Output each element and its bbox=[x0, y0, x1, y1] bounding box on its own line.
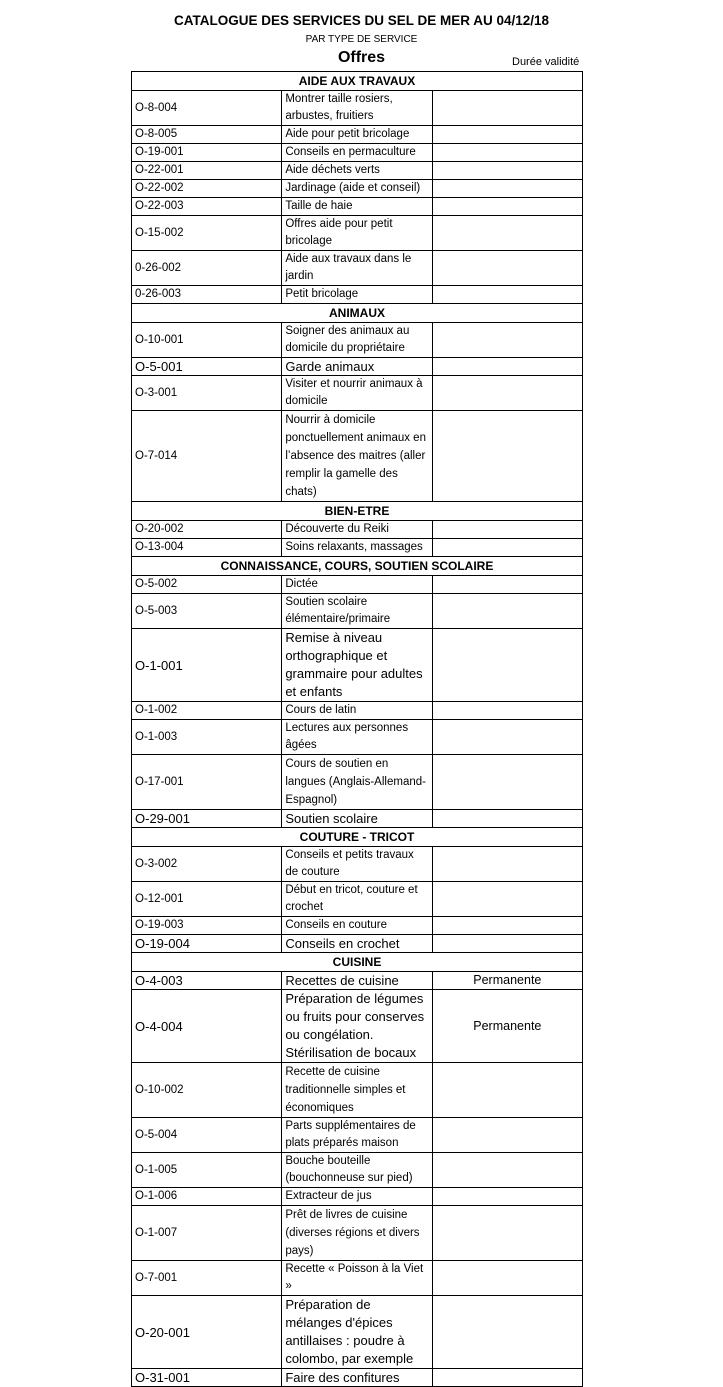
service-code: O-1-002 bbox=[132, 702, 282, 720]
service-description: Cours de latin bbox=[282, 702, 432, 720]
table-row bbox=[132, 847, 583, 882]
validity-duration bbox=[432, 411, 582, 502]
service-description: Cours de soutien en langues (Anglais-Allemand-Espagnol) bbox=[282, 755, 432, 810]
category-heading: CUISINE bbox=[132, 953, 583, 972]
validity-duration bbox=[432, 1261, 582, 1296]
service-code: O-22-001 bbox=[132, 162, 282, 180]
validity-duration bbox=[432, 376, 582, 411]
validity-duration bbox=[432, 180, 582, 198]
service-description: Aide pour petit bricolage bbox=[282, 126, 432, 144]
service-code: O-13-004 bbox=[132, 539, 282, 557]
service-description: Bouche bouteille (bouchonneuse sur pied) bbox=[282, 1153, 432, 1188]
service-description: Aide déchets verts bbox=[282, 162, 432, 180]
validity-duration: Permanente bbox=[432, 972, 582, 990]
validity-duration bbox=[432, 594, 582, 629]
service-description: Recette de cuisine traditionnelle simples et économiques bbox=[282, 1063, 432, 1118]
table-row bbox=[132, 935, 583, 953]
service-description: Soigner des animaux au domicile du propriétaire bbox=[282, 323, 432, 358]
validity-duration bbox=[432, 1063, 582, 1118]
validity-duration bbox=[432, 1369, 582, 1387]
validity-duration bbox=[432, 917, 582, 935]
category-row bbox=[132, 953, 583, 972]
table-row bbox=[132, 1118, 583, 1153]
table-row bbox=[132, 1261, 583, 1296]
service-code: O-7-014 bbox=[132, 411, 282, 502]
table-row bbox=[132, 539, 583, 557]
service-code: O-1-001 bbox=[132, 629, 282, 702]
table-row bbox=[132, 286, 583, 304]
table-row bbox=[132, 216, 583, 251]
category-row bbox=[132, 502, 583, 521]
service-code: O-3-001 bbox=[132, 376, 282, 411]
page-subtitle: PAR TYPE DE SERVICE bbox=[305, 34, 418, 45]
service-code: O-15-002 bbox=[132, 216, 282, 251]
validity-duration bbox=[432, 1296, 582, 1369]
validity-duration bbox=[432, 358, 582, 376]
validity-duration bbox=[432, 847, 582, 882]
service-code: O-1-006 bbox=[132, 1188, 282, 1206]
validity-duration bbox=[432, 702, 582, 720]
validity-duration bbox=[432, 144, 582, 162]
validity-duration bbox=[432, 935, 582, 953]
category-heading: ANIMAUX bbox=[132, 304, 583, 323]
service-code: O-19-001 bbox=[132, 144, 282, 162]
validity-duration bbox=[432, 810, 582, 828]
service-description: Montrer taille rosiers, arbustes, fruitiers bbox=[282, 91, 432, 126]
table-row bbox=[132, 1369, 583, 1387]
validity-duration bbox=[432, 91, 582, 126]
page-title: CATALOGUE DES SERVICES DU SEL DE MER AU 04/12/18 bbox=[173, 13, 550, 28]
table-row bbox=[132, 91, 583, 126]
service-code: O-5-004 bbox=[132, 1118, 282, 1153]
service-code: 0-26-003 bbox=[132, 286, 282, 304]
service-description: Taille de haie bbox=[282, 198, 432, 216]
table-row bbox=[132, 1206, 583, 1261]
table-row bbox=[132, 162, 583, 180]
table-row bbox=[132, 323, 583, 358]
service-description: Offres aide pour petit bricolage bbox=[282, 216, 432, 251]
table-row bbox=[132, 144, 583, 162]
service-code: O-4-003 bbox=[132, 972, 282, 990]
table-row bbox=[132, 1188, 583, 1206]
service-description: Aide aux travaux dans le jardin bbox=[282, 251, 432, 286]
validity-duration bbox=[432, 1153, 582, 1188]
validity-duration bbox=[432, 216, 582, 251]
table-row bbox=[132, 411, 583, 502]
validity-duration bbox=[432, 521, 582, 539]
service-code: O-17-001 bbox=[132, 755, 282, 810]
service-description: Dictée bbox=[282, 576, 432, 594]
service-description: Extracteur de jus bbox=[282, 1188, 432, 1206]
service-code: O-1-005 bbox=[132, 1153, 282, 1188]
service-description: Jardinage (aide et conseil) bbox=[282, 180, 432, 198]
table-row bbox=[132, 594, 583, 629]
service-code: O-19-004 bbox=[132, 935, 282, 953]
validity-duration bbox=[432, 162, 582, 180]
validity-duration bbox=[432, 198, 582, 216]
validity-duration bbox=[432, 576, 582, 594]
service-description: Parts supplémentaires de plats préparés maison bbox=[282, 1118, 432, 1153]
table-row bbox=[132, 521, 583, 539]
service-code: O-7-001 bbox=[132, 1261, 282, 1296]
service-description: Prêt de livres de cuisine (diverses régions et divers pays) bbox=[282, 1206, 432, 1261]
services-table bbox=[131, 71, 583, 1387]
service-code: O-29-001 bbox=[132, 810, 282, 828]
service-description: Conseils et petits travaux de couture bbox=[282, 847, 432, 882]
service-description: Recettes de cuisine bbox=[282, 972, 432, 990]
table-row bbox=[132, 126, 583, 144]
service-code: O-20-002 bbox=[132, 521, 282, 539]
service-description: Lectures aux personnes âgées bbox=[282, 720, 432, 755]
category-heading: CONNAISSANCE, COURS, SOUTIEN SCOLAIRE bbox=[132, 557, 583, 576]
service-description: Visiter et nourrir animaux à domicile bbox=[282, 376, 432, 411]
table-row bbox=[132, 358, 583, 376]
validity-duration bbox=[432, 1118, 582, 1153]
service-description: Garde animaux bbox=[282, 358, 432, 376]
service-code: 0-26-002 bbox=[132, 251, 282, 286]
service-code: O-19-003 bbox=[132, 917, 282, 935]
table-row bbox=[132, 702, 583, 720]
service-description: Conseils en couture bbox=[282, 917, 432, 935]
service-description: Nourrir à domicile ponctuellement animaux en l’absence des maitres (aller remplir la gamelle des chats) bbox=[282, 411, 432, 502]
service-description: Découverte du Reiki bbox=[282, 521, 432, 539]
table-row bbox=[132, 251, 583, 286]
table-row bbox=[132, 1153, 583, 1188]
service-code: O-22-003 bbox=[132, 198, 282, 216]
table-row bbox=[132, 972, 583, 990]
validity-duration bbox=[432, 539, 582, 557]
validity-duration bbox=[432, 1206, 582, 1261]
category-heading: BIEN-ETRE bbox=[132, 502, 583, 521]
category-row bbox=[132, 304, 583, 323]
service-code: O-4-004 bbox=[132, 990, 282, 1063]
validity-duration bbox=[432, 126, 582, 144]
service-description: Conseils en permaculture bbox=[282, 144, 432, 162]
service-code: O-10-001 bbox=[132, 323, 282, 358]
service-description: Petit bricolage bbox=[282, 286, 432, 304]
service-code: O-10-002 bbox=[132, 1063, 282, 1118]
validity-duration bbox=[432, 323, 582, 358]
table-row bbox=[132, 755, 583, 810]
category-heading: COUTURE - TRICOT bbox=[132, 828, 583, 847]
validity-duration bbox=[432, 251, 582, 286]
category-row bbox=[132, 557, 583, 576]
validity-duration bbox=[432, 286, 582, 304]
service-description: Début en tricot, couture et crochet bbox=[282, 882, 432, 917]
service-description: Soins relaxants, massages bbox=[282, 539, 432, 557]
service-code: O-12-001 bbox=[132, 882, 282, 917]
service-code: O-1-007 bbox=[132, 1206, 282, 1261]
service-code: O-5-002 bbox=[132, 576, 282, 594]
table-row bbox=[132, 1063, 583, 1118]
service-description: Recette « Poisson à la Viet » bbox=[282, 1261, 432, 1296]
validity-duration bbox=[432, 1188, 582, 1206]
service-code: O-20-001 bbox=[132, 1296, 282, 1369]
service-code: O-22-002 bbox=[132, 180, 282, 198]
table-row bbox=[132, 810, 583, 828]
service-code: O-1-003 bbox=[132, 720, 282, 755]
table-row bbox=[132, 1296, 583, 1369]
category-row bbox=[132, 828, 583, 847]
service-code: O-3-002 bbox=[132, 847, 282, 882]
validity-duration bbox=[432, 882, 582, 917]
service-description: Remise à niveau orthographique et grammaire pour adultes et enfants bbox=[282, 629, 432, 702]
service-description: Préparation de mélanges d'épices antillaises : poudre à colombo, par exemple bbox=[282, 1296, 432, 1369]
validity-column-label: Durée validité bbox=[512, 56, 580, 68]
table-row bbox=[132, 198, 583, 216]
service-description: Préparation de légumes ou fruits pour conserves ou congélation. Stérilisation de bocaux bbox=[282, 990, 432, 1063]
table-row bbox=[132, 180, 583, 198]
service-code: O-5-003 bbox=[132, 594, 282, 629]
service-description: Soutien scolaire élémentaire/primaire bbox=[282, 594, 432, 629]
service-description: Soutien scolaire bbox=[282, 810, 432, 828]
table-row bbox=[132, 917, 583, 935]
validity-duration bbox=[432, 755, 582, 810]
table-row bbox=[132, 376, 583, 411]
service-code: O-8-004 bbox=[132, 91, 282, 126]
service-code: O-5-001 bbox=[132, 358, 282, 376]
table-row bbox=[132, 576, 583, 594]
validity-duration bbox=[432, 720, 582, 755]
service-code: O-31-001 bbox=[132, 1369, 282, 1387]
category-row bbox=[132, 72, 583, 91]
validity-duration: Permanente bbox=[432, 990, 582, 1063]
table-row bbox=[132, 629, 583, 702]
validity-duration bbox=[432, 629, 582, 702]
service-description: Conseils en crochet bbox=[282, 935, 432, 953]
table-row bbox=[132, 720, 583, 755]
service-description: Faire des confitures bbox=[282, 1369, 432, 1387]
section-heading: Offres bbox=[337, 49, 386, 66]
table-row bbox=[132, 990, 583, 1063]
service-code: O-8-005 bbox=[132, 126, 282, 144]
category-heading: AIDE AUX TRAVAUX bbox=[132, 72, 583, 91]
table-row bbox=[132, 882, 583, 917]
